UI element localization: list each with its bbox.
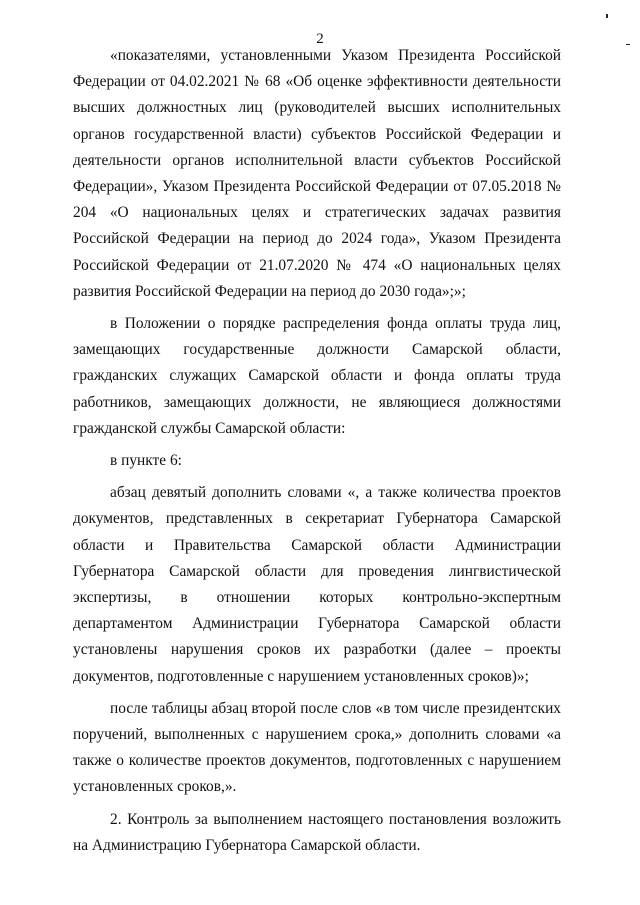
scan-speck	[626, 44, 630, 45]
paragraph-point-6: в пункте 6:	[110, 452, 182, 470]
paragraph-regulation-intro: в Положении о порядке распределения фонда оплаты труда лиц, замещающих государственные должности Самарской области, гражданских служащих Самарской области и фонда оплаты труда работников, замещающих должности, не являющиеся должностями гражданской службы Самарской области:	[73, 315, 561, 437]
paragraph-control-clause: 2. Контроль за выполнением настоящего постановления возложить на Администрацию Губернатора Самарской области.	[73, 810, 561, 854]
paragraph-decree-indicators: «показателями, установленными Указом Президента Российской Федерации от 04.02.2021 № 68 «Об оценке эффективности деятельности высших должностных лиц (руководителей высших исполнительных органов государственной власти) субъектов Российской Федерации и деятельности органов исполнительной власти субъектов Российской Федерации», Указом Президента Российской Федерации от 07.05.2018 № 204 «О национальных целях и стратегических задачах развития Российской Федерации на период до 2024 года», Указом Президента Российской Федерации от 21.07.2020 № 474 «О национальных целях развития Российской Федерации на период до 2030 года»;»;	[73, 47, 561, 300]
document-body	[73, 43, 561, 859]
page-number: 2	[316, 31, 324, 47]
paragraph-after-table: после таблицы абзац второй после слов «в том числе президентских поручений, выполненных с нарушением срока,» дополнить словами «а также о количестве проектов документов, подготовленных с нарушением установленных сроков,».	[73, 699, 561, 796]
scan-speck	[606, 14, 608, 18]
paragraph-ninth-abzac: абзац девятый дополнить словами «, а также количества проектов документов, представленных в секретариат Губернатора Самарской области и Правительства Самарской области Администрации Губернатора Самарской области для проведения лингвистической экспертизы, в отношении которых контрольно-экспертным департаментом Администрации Губернатора Самарской области установлены нарушения сроков их разработки (далее – проекты документов, подготовленные с нарушением установленных сроков)»;	[73, 484, 561, 685]
